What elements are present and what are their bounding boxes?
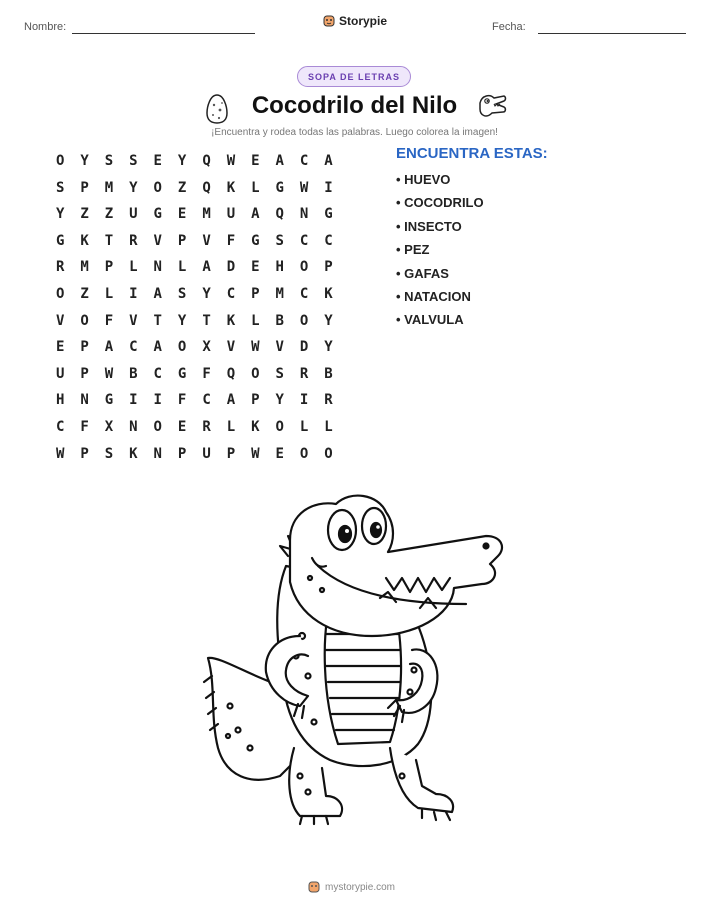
grid-letter[interactable]: Y [129, 179, 138, 196]
grid-letter[interactable]: G [55, 232, 65, 249]
grid-letter[interactable]: Q [275, 206, 284, 223]
grid-letter[interactable]: B [324, 365, 333, 382]
grid-letter[interactable]: S [275, 365, 284, 382]
grid-letter[interactable]: R [299, 365, 309, 382]
grid-letter[interactable]: Y [275, 392, 284, 409]
word-list-item: • PEZ [396, 242, 430, 258]
grid-letter[interactable]: M [202, 206, 211, 223]
grid-letter[interactable]: C [55, 418, 65, 435]
grid-letter[interactable]: E [275, 445, 284, 462]
grid-letter[interactable]: Z [80, 285, 89, 302]
grid-letter[interactable]: O [55, 153, 65, 169]
grid-letter[interactable]: N [153, 445, 162, 462]
grid-letter[interactable]: H [55, 392, 65, 409]
footer-url: mystorypie.com [325, 881, 396, 893]
grid-letter[interactable]: N [153, 259, 162, 276]
grid-letter[interactable]: W [251, 445, 260, 462]
grid-letter[interactable]: P [80, 179, 89, 196]
grid-letter[interactable]: U [226, 206, 236, 223]
storypie-icon [308, 880, 320, 894]
grid-letter[interactable]: C [299, 153, 309, 169]
grid-letter[interactable]: T [104, 232, 114, 249]
grid-letter[interactable]: R [129, 232, 138, 249]
grid-letter[interactable]: S [177, 285, 187, 302]
grid-letter[interactable]: P [80, 365, 89, 382]
grid-letter[interactable]: L [129, 259, 138, 276]
grid-letter[interactable]: K [251, 418, 260, 435]
grid-letter[interactable]: N [129, 418, 138, 435]
grid-letter[interactable]: P [104, 259, 114, 276]
grid-letter[interactable]: O [177, 339, 187, 356]
grid-letter[interactable]: T [153, 312, 162, 329]
grid-letter[interactable]: X [202, 339, 211, 356]
grid-letter[interactable]: Y [324, 312, 333, 329]
instructions: ¡Encuentra y rodea todas las palabras. Luego colorea la imagen! [211, 127, 498, 138]
title-row [0, 90, 709, 126]
grid-letter[interactable]: R [202, 418, 211, 435]
activity-badge: SOPA DE LETRAS [297, 66, 411, 87]
grid-letter[interactable]: K [129, 445, 138, 462]
grid-letter[interactable]: M [275, 285, 284, 302]
grid-letter[interactable]: O [251, 365, 260, 382]
grid-letter[interactable]: C [226, 285, 236, 302]
word-list-item: • VALVULA [396, 312, 464, 328]
grid-letter[interactable]: E [251, 153, 260, 169]
grid-letter[interactable]: K [226, 179, 236, 196]
grid-letter[interactable]: A [226, 392, 236, 409]
grid-letter[interactable]: A [202, 259, 211, 276]
grid-letter[interactable]: L [251, 179, 260, 196]
grid-letter[interactable]: G [177, 365, 187, 382]
grid-letter[interactable]: V [55, 312, 65, 329]
word-list-item: • NATACION [396, 288, 471, 304]
grid-letter[interactable]: F [177, 392, 187, 409]
grid-letter[interactable]: F [80, 418, 89, 435]
grid-letter[interactable]: O [299, 259, 309, 276]
grid-letter[interactable]: E [177, 206, 187, 223]
name-line [72, 33, 255, 34]
word-list-item: • COCODRILO [396, 195, 484, 211]
grid-letter[interactable]: O [299, 445, 309, 462]
grid-letter[interactable]: A [153, 339, 162, 356]
grid-letter[interactable]: W [251, 339, 260, 356]
header [0, 14, 709, 44]
grid-letter[interactable]: P [177, 445, 187, 462]
grid-letter[interactable]: A [275, 153, 284, 169]
grid-letter[interactable]: V [202, 232, 211, 249]
grid-letter[interactable]: O [153, 418, 162, 435]
grid-letter[interactable]: V [226, 339, 236, 356]
letter-grid [48, 148, 341, 467]
grid-letter[interactable]: V [275, 339, 284, 356]
grid-letter[interactable]: B [129, 365, 138, 382]
grid-letter[interactable]: H [275, 259, 284, 276]
grid-letter[interactable]: P [251, 392, 260, 409]
grid-letter[interactable]: W [104, 365, 114, 382]
grid-letter[interactable]: Z [104, 206, 114, 223]
grid-letter[interactable]: R [324, 392, 333, 409]
grid-letter[interactable]: G [275, 179, 284, 196]
grid-letter[interactable]: E [153, 153, 162, 169]
grid-letter[interactable]: S [55, 179, 65, 196]
grid-letter[interactable]: N [299, 206, 309, 223]
grid-letter[interactable]: P [226, 445, 236, 462]
grid-letter[interactable]: C [299, 285, 309, 302]
grid-letter[interactable]: W [226, 153, 236, 169]
storypie-icon [323, 14, 335, 28]
grid-letter[interactable]: U [129, 206, 138, 223]
grid-letter[interactable]: W [299, 179, 309, 196]
date-line [538, 33, 686, 34]
brand-logo [323, 14, 387, 28]
grid-letter[interactable]: Y [80, 153, 89, 169]
grid-letter[interactable]: X [104, 418, 114, 435]
word-list [396, 171, 484, 335]
grid-letter[interactable]: S [104, 153, 114, 169]
crocodile-head-icon [476, 91, 508, 123]
grid-letter[interactable]: L [177, 259, 187, 276]
grid-letter[interactable]: A [104, 339, 114, 356]
grid-letter[interactable]: O [55, 285, 65, 302]
grid-letter[interactable]: G [251, 232, 260, 249]
grid-letter[interactable]: C [299, 232, 309, 249]
grid-letter[interactable]: Q [202, 153, 211, 169]
grid-letter[interactable]: O [153, 179, 162, 196]
word-list-item: • INSECTO [396, 218, 462, 234]
grid-letter[interactable]: Y [177, 153, 187, 169]
grid-letter[interactable]: U [202, 445, 211, 462]
grid-letter[interactable]: I [129, 392, 138, 409]
grid-letter[interactable]: M [104, 179, 114, 196]
name-label: Nombre: [24, 21, 67, 33]
grid-letter[interactable]: P [80, 339, 89, 356]
grid-letter[interactable]: G [324, 206, 333, 223]
grid-letter[interactable]: V [153, 232, 162, 249]
grid-letter[interactable]: A [251, 206, 260, 223]
grid-letter[interactable]: C [153, 365, 162, 382]
grid-letter[interactable]: Q [226, 365, 236, 382]
grid-letter[interactable]: M [80, 259, 89, 276]
grid-letter[interactable]: I [129, 285, 138, 302]
grid-letter[interactable]: K [80, 232, 89, 249]
grid-letter[interactable]: S [275, 232, 284, 249]
date-label: Fecha: [492, 21, 526, 33]
grid-letter[interactable]: L [226, 418, 236, 435]
grid-letter[interactable]: A [324, 153, 333, 169]
grid-letter[interactable]: E [251, 259, 260, 276]
grid-letter[interactable]: Q [202, 179, 211, 196]
grid-letter[interactable]: G [104, 392, 114, 409]
grid-letter[interactable]: P [324, 259, 333, 276]
grid-letter[interactable]: K [226, 312, 236, 329]
grid-letter[interactable]: S [104, 445, 114, 462]
grid-letter[interactable]: I [153, 392, 162, 409]
grid-letter[interactable]: Z [80, 206, 89, 223]
grid-letter[interactable]: N [80, 392, 89, 409]
grid-letter[interactable]: K [324, 285, 333, 302]
grid-letter[interactable]: E [55, 339, 65, 356]
grid-letter[interactable]: L [251, 312, 260, 329]
grid-letter[interactable]: O [275, 418, 284, 435]
grid-letter[interactable]: W [55, 445, 65, 462]
grid-letter[interactable]: Z [177, 179, 187, 196]
grid-letter[interactable]: F [104, 312, 114, 329]
grid-letter[interactable]: U [55, 365, 65, 382]
grid-letter[interactable]: L [299, 418, 309, 435]
grid-letter[interactable]: C [324, 232, 333, 249]
grid-letter[interactable]: R [55, 259, 65, 276]
grid-letter[interactable]: B [275, 312, 284, 329]
grid-letter[interactable]: C [129, 339, 138, 356]
grid-letter[interactable]: D [226, 259, 236, 276]
grid-letter[interactable]: Y [55, 206, 65, 223]
grid-letter[interactable]: I [299, 392, 309, 409]
grid-letter[interactable]: O [299, 312, 309, 329]
grid-letter[interactable]: L [324, 418, 333, 435]
grid-letter[interactable]: O [80, 312, 89, 329]
grid-letter[interactable]: E [177, 418, 187, 435]
footer [308, 880, 395, 894]
grid-letter[interactable]: P [177, 232, 187, 249]
grid-letter[interactable]: T [202, 312, 211, 329]
word-list-title: ENCUENTRA ESTAS: [396, 145, 548, 162]
grid-letter[interactable]: L [104, 285, 114, 302]
grid-letter[interactable]: G [153, 206, 162, 223]
grid-letter[interactable]: Y [177, 312, 187, 329]
grid-letter[interactable]: C [202, 392, 211, 409]
grid-letter[interactable]: P [251, 285, 260, 302]
grid-letter[interactable]: Y [202, 285, 211, 302]
grid-letter[interactable]: I [324, 179, 333, 196]
word-list-item: • GAFAS [396, 265, 449, 281]
grid-letter[interactable]: F [202, 365, 211, 382]
grid-letter[interactable]: V [129, 312, 138, 329]
grid-letter[interactable]: D [299, 339, 309, 356]
grid-letter[interactable]: Y [324, 339, 333, 356]
grid-letter[interactable]: S [129, 153, 138, 169]
word-list-item: • HUEVO [396, 172, 451, 187]
grid-letter[interactable]: A [153, 285, 162, 302]
grid-letter[interactable]: F [226, 232, 236, 249]
page-title: Cocodrilo del Nilo [251, 92, 458, 119]
crocodile-coloring-illustration [190, 486, 510, 826]
grid-letter[interactable]: O [324, 445, 333, 462]
grid-letter[interactable]: P [80, 445, 89, 462]
brand-name: Storypie [339, 14, 388, 28]
